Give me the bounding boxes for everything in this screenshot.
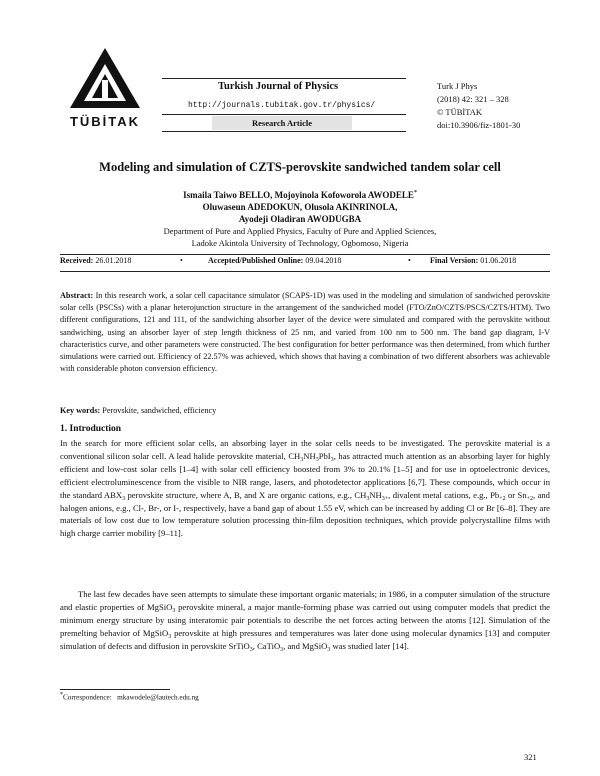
journal-url[interactable]: http://journals.tubitak.gov.tr/physics/ <box>188 101 376 110</box>
authors-line-3: Ayodeji Oladiran AWODUGBA <box>238 214 362 224</box>
logo-wordmark: TÜBİTAK <box>69 114 141 129</box>
section-heading-introduction: 1. Introduction <box>60 424 122 434</box>
meta-copyright: © TÜBİTAK <box>437 107 483 117</box>
page-number: 321 <box>524 752 537 762</box>
footnote <box>60 692 199 701</box>
footnote-label: Correspondence: <box>63 693 112 702</box>
article-type-badge: Research Article <box>212 116 352 130</box>
tubitak-logo-icon <box>68 46 142 110</box>
dates-rule-bottom <box>60 271 550 272</box>
meta-journal: Turk J Phys <box>437 81 478 91</box>
header-rule-bottom <box>162 131 406 132</box>
accepted-date: 09.04.2018 <box>305 256 342 265</box>
keywords <box>60 405 550 417</box>
affiliation-line-1: Department of Pure and Applied Physics, Faculty of Pure and Applied Sciences, <box>163 226 437 236</box>
article-title: Modeling and simulation of CZTS-perovskite sandwiched tandem solar cell <box>99 160 501 174</box>
header-rule-top <box>162 78 406 79</box>
abstract-text: In this research work, a solar cell capacitance simulator (SCAPS-1D) was used in the modeling and simulation of sandwiched perovskite solar cells (PSCSs) with a planar heterojunction structure in the arrangement of the sandwiched model (FTO/ZnO/CZTS/PSCS/CZTS/HTM). Two different configurations, 121 and 111, of the sandwiching absorber layer of the device were simulated and compared with the perovskite without sandwiching, using an absorber layer of step length thickness of 25 nm, and varied from 100 nm to 500 nm. The band gap diagram, I-V characteristics curve, and other parameters were constructed. The best configuration for better performance was then determined, from which further simulations were carried out. Efficiency of 22.57% was achieved, which shows that having a combination of two different absorbers was achievable with considerable photon conversion efficiency. <box>60 291 550 374</box>
meta-volume: (2018) 42: 321 – 328 <box>437 94 509 104</box>
received-label: Received: <box>60 256 94 265</box>
final-label: Final Version: <box>430 256 479 265</box>
footnote-email[interactable]: mkawodele@lautech.edu.ng <box>117 693 199 702</box>
authors-text-1: Ismaila Taiwo BELLO, Mojoyinola Kofoworola AWODELE <box>183 190 414 200</box>
abstract <box>60 290 550 375</box>
final-date: 01.06.2018 <box>480 256 517 265</box>
authors-line-2: Oluwaseun ADEDOKUN, Olusola AKINRINOLA, <box>202 202 398 212</box>
journal-title: Turkish Journal of Physics <box>218 81 339 92</box>
intro-paragraph-1: In the search for more efficient solar cells, an absorbing layer in the solar cells needs to be investigated. The perovskite material is a conventional silicon solar cell. A lead halide perovskite material, $CH_3NH_3PbI_3$, has attracted much attention as an absorbing layer for highly efficient and low-cost solar cells [1–4] with solar cell efficiency boosted from 3% to 20.1% [1–5] and for use in optoelectronic devices, efficient electroluminescence from the visible to NIR range, lasers, and photodetector applications [6,7]. These compounds, which occur in the standard $ABX_3$ perovskite structure, where A, B, and X are organic cations, e.g., $CH_3NH_{3+}$, divalent metal cations, e.g., $Pb_{+2}$ or $Sn_{+2}$, and halogen anions, e.g., Cl-, Br-, or I-, respectively, have a band gap of about 1.55 eV, which can be increased by adding Cl or Br [6–8]. They are materials of low cost due to low temperature solution processing thin-film deposition techniques, which provide polycrystalline films with high charge carrier mobility [9–11]. <box>60 438 551 539</box>
abstract-label: Abstract: <box>60 291 94 300</box>
keywords-label: Key words: <box>60 406 101 415</box>
footnote-rule <box>60 689 170 690</box>
header-rule-mid <box>162 114 406 115</box>
accepted-label: Accepted/Published Online: <box>208 256 304 265</box>
dates-bar <box>60 256 550 270</box>
dates-bullet-1: • <box>180 256 183 265</box>
corresponding-mark: * <box>413 190 417 196</box>
authors-line-1 <box>0 190 600 200</box>
affiliation-line-2: Ladoke Akintola University of Technology, Ogbomoso, Nigeria <box>191 238 409 248</box>
dates-bullet-2: • <box>408 256 411 265</box>
keywords-text: Perovskite, sandwiched, efficiency <box>102 406 217 415</box>
intro-paragraph-2: The last few decades have seen attempts to simulate these important organic materials; in 1986, in a computer simulation of the structure and elastic properties of MgSiO$_3$ perovskite mineral, a major mantle-forming phase was carried out using computer models that predict the minimum energy structure by using interatomic pair potentials to describe the net forces acting between the atoms [12]. Simulation of the premelting behavior of MgSiO$_3$ perovskite at high pressures and temperatures was later done using molecular dynamics [13] and computer simulation of defects and diffusion in perovskite SrTiO$_3$, CaTiO$_3$, and MgSiO$_3$ was studied later [14]. <box>60 589 551 653</box>
received-date: 26.01.2018 <box>95 256 132 265</box>
footnote-mark: * <box>60 692 63 698</box>
dates-rule-top <box>60 254 550 255</box>
meta-doi[interactable]: doi:10.3906/fiz-1801-30 <box>437 120 521 130</box>
